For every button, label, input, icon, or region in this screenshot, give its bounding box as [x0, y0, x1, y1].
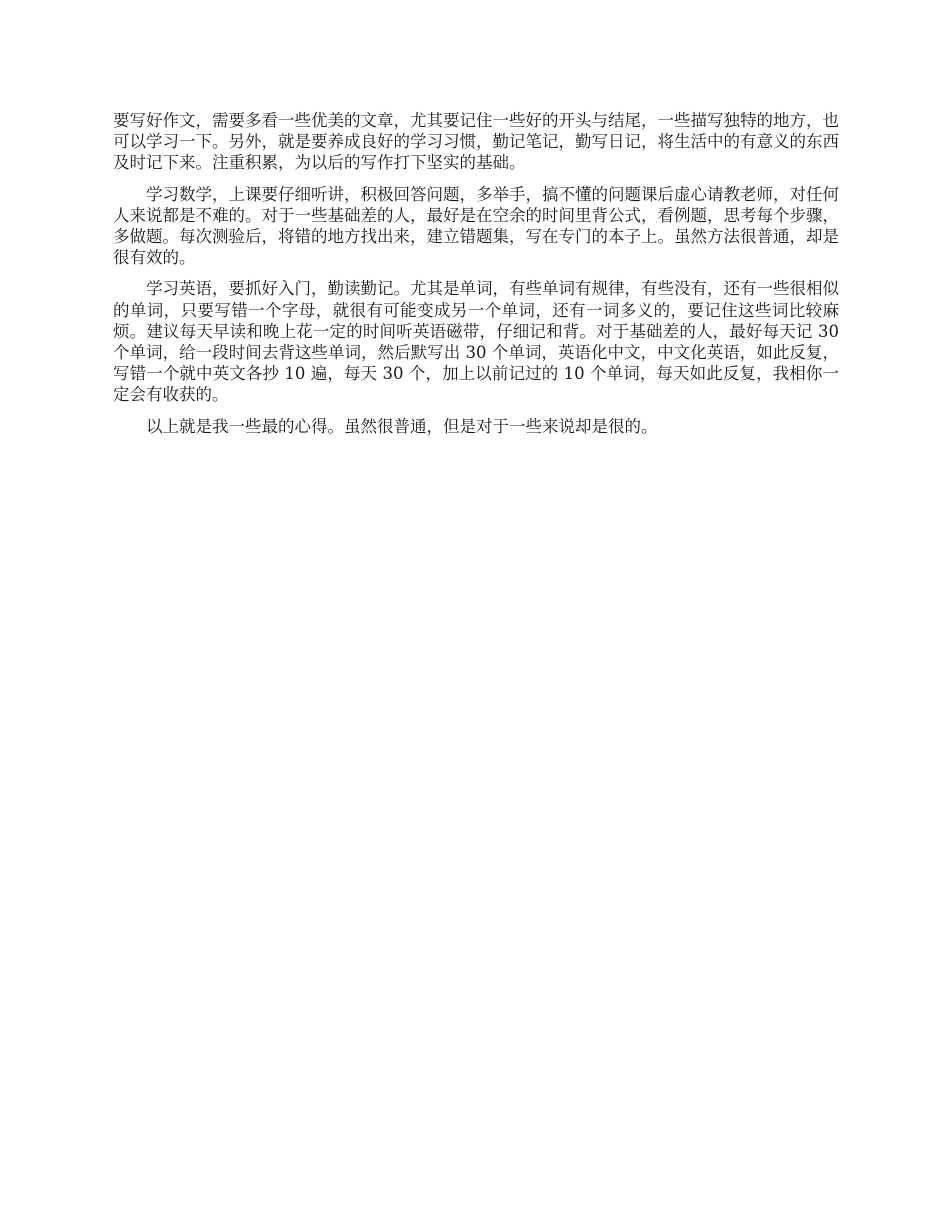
document-body: [113, 110, 839, 447]
paragraph-conclusion: 以上就是我一些最的心得。虽然很普通，但是对于一些来说却是很的。: [146, 416, 658, 436]
paragraph-writing: 要写好作文，需要多看一些优美的文章，尤其要记住一些好的开头与结尾，一些描写独特的地方，也可以学习一下。另外，就是要养成良好的学习习惯，勤记笔记，勤写日记，将生活中的有意义的东西及时记下来。注重积累，为以后的写作打下坚实的基础。: [113, 111, 839, 173]
paragraph-english: 学习英语，要抓好入门，勤读勤记。尤其是单词，有些单词有规律，有些没有，还有一些很相似的单词，只要写错一个字母，就很有可能变成另一个单词，还有一词多义的，要记住这些词比较麻烦。建议每天早读和晚上花一定的时间听英语磁带，仔细记和背。对于基础差的人，最好每天记 30 个单词，给一段时间去背这些单词，然后默写出 30 个单词，英语化中文，中文化英语，如此反复，写错一个就中英文各抄 10 遍，每天 30 个，加上以前记过的 10 个单词，每天如此反复，我相你一定会有收获的。: [113, 279, 839, 405]
paragraph-math: 学习数学，上课要仔细听讲，积极回答问题，多举手，搞不懂的问题课后虚心请教老师，对任何人来说都是不难的。对于一些基础差的人，最好是在空余的时间里背公式，看例题，思考每个步骤，多做题。每次测验后，将错的地方找出来，建立错题集，写在专门的本子上。虽然方法很普通，却是很有效的。: [113, 184, 839, 268]
